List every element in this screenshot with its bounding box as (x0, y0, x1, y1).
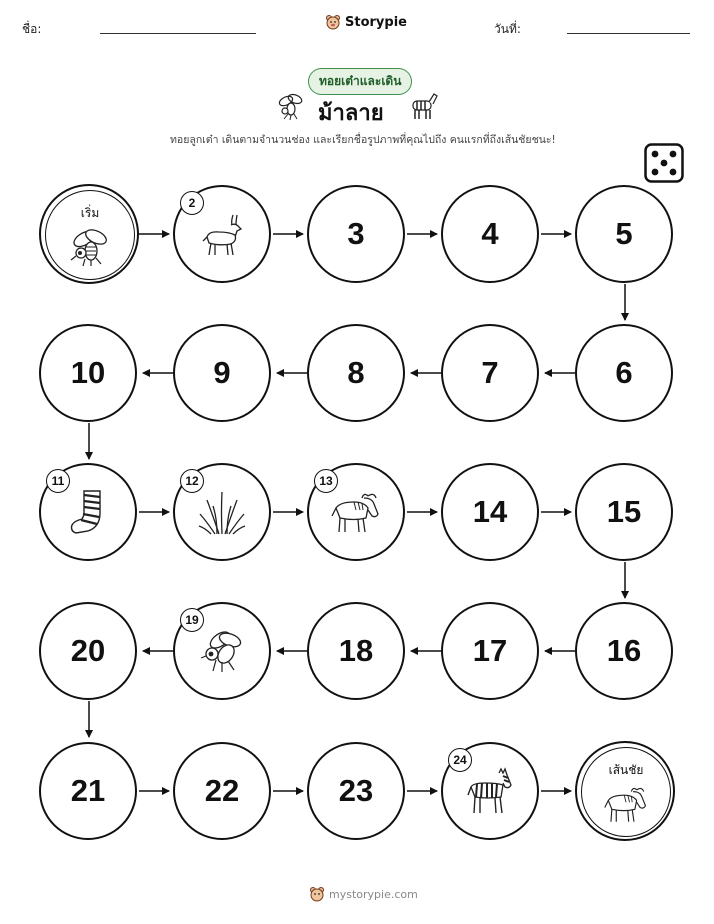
wildebeest-icon (603, 784, 649, 824)
striped-sock-icon (66, 487, 110, 537)
space-number-badge: 2 (180, 191, 204, 215)
space-number: 6 (615, 355, 633, 390)
space-number: 20 (70, 633, 106, 668)
space-number: 4 (481, 216, 499, 251)
finish-space (575, 741, 675, 841)
brand-name: Storypie (345, 14, 407, 30)
name-label: ชื่อ: (22, 22, 42, 36)
fly-icon (67, 227, 113, 267)
board-space-23 (307, 742, 405, 840)
space-number: 7 (481, 355, 499, 390)
instructions: ทอยลูกเต๋า เดินตามจำนวนช่อง และเรียกชื่อรูปภาพที่คุณไปถึง คนแรกที่ถึงเส้นชัยชนะ! (170, 134, 556, 146)
board-space-9 (173, 324, 271, 422)
date-label: วันที่: (494, 22, 521, 36)
board-space-6 (575, 324, 673, 422)
board-space-15 (575, 463, 673, 561)
space-number: 17 (472, 633, 508, 668)
footer (309, 886, 418, 902)
space-number: 21 (70, 773, 106, 808)
board-space-10 (39, 324, 137, 422)
game-type-badge: ทอยเต๋าและเดิน (308, 68, 412, 95)
board-space-21 (39, 742, 137, 840)
board-space-16 (575, 602, 673, 700)
board-space-14 (441, 463, 539, 561)
space-number: 5 (615, 216, 633, 251)
wildebeest-icon (330, 490, 382, 534)
start-space (39, 184, 139, 284)
start-label: เริ่ม (80, 205, 100, 220)
board-space-4 (441, 185, 539, 283)
space-number-badge: 24 (448, 748, 472, 772)
space-number: 22 (204, 773, 240, 808)
board-space-18 (307, 602, 405, 700)
board-space-17 (441, 602, 539, 700)
gazelle-icon (197, 209, 247, 259)
space-number: 3 (347, 216, 365, 251)
space-number-badge: 11 (46, 469, 70, 493)
space-number-badge: 13 (314, 469, 338, 493)
space-number: 9 (213, 355, 231, 390)
space-number: 18 (338, 633, 374, 668)
space-number: 10 (70, 355, 106, 390)
grass-icon (197, 488, 247, 536)
space-number-badge: 19 (180, 608, 204, 632)
board-space-5 (575, 185, 673, 283)
board-space-3 (307, 185, 405, 283)
tsetse-fly-icon (198, 628, 246, 674)
footer-url[interactable]: mystorypie.com (329, 887, 418, 901)
space-number-badge: 12 (180, 469, 204, 493)
finish-label: เส้นชัย (608, 762, 644, 777)
space-number: 23 (338, 773, 374, 808)
board-space-8 (307, 324, 405, 422)
board-space-22 (173, 742, 271, 840)
space-number: 16 (606, 633, 642, 668)
game-title: ม้าลาย (318, 101, 384, 126)
space-number: 15 (606, 494, 642, 529)
board-space-20 (39, 602, 137, 700)
zebra-icon (465, 767, 515, 815)
board-space-7 (441, 324, 539, 422)
space-number: 14 (472, 494, 508, 529)
bear-mascot-icon (309, 886, 325, 902)
space-number: 8 (347, 355, 365, 390)
